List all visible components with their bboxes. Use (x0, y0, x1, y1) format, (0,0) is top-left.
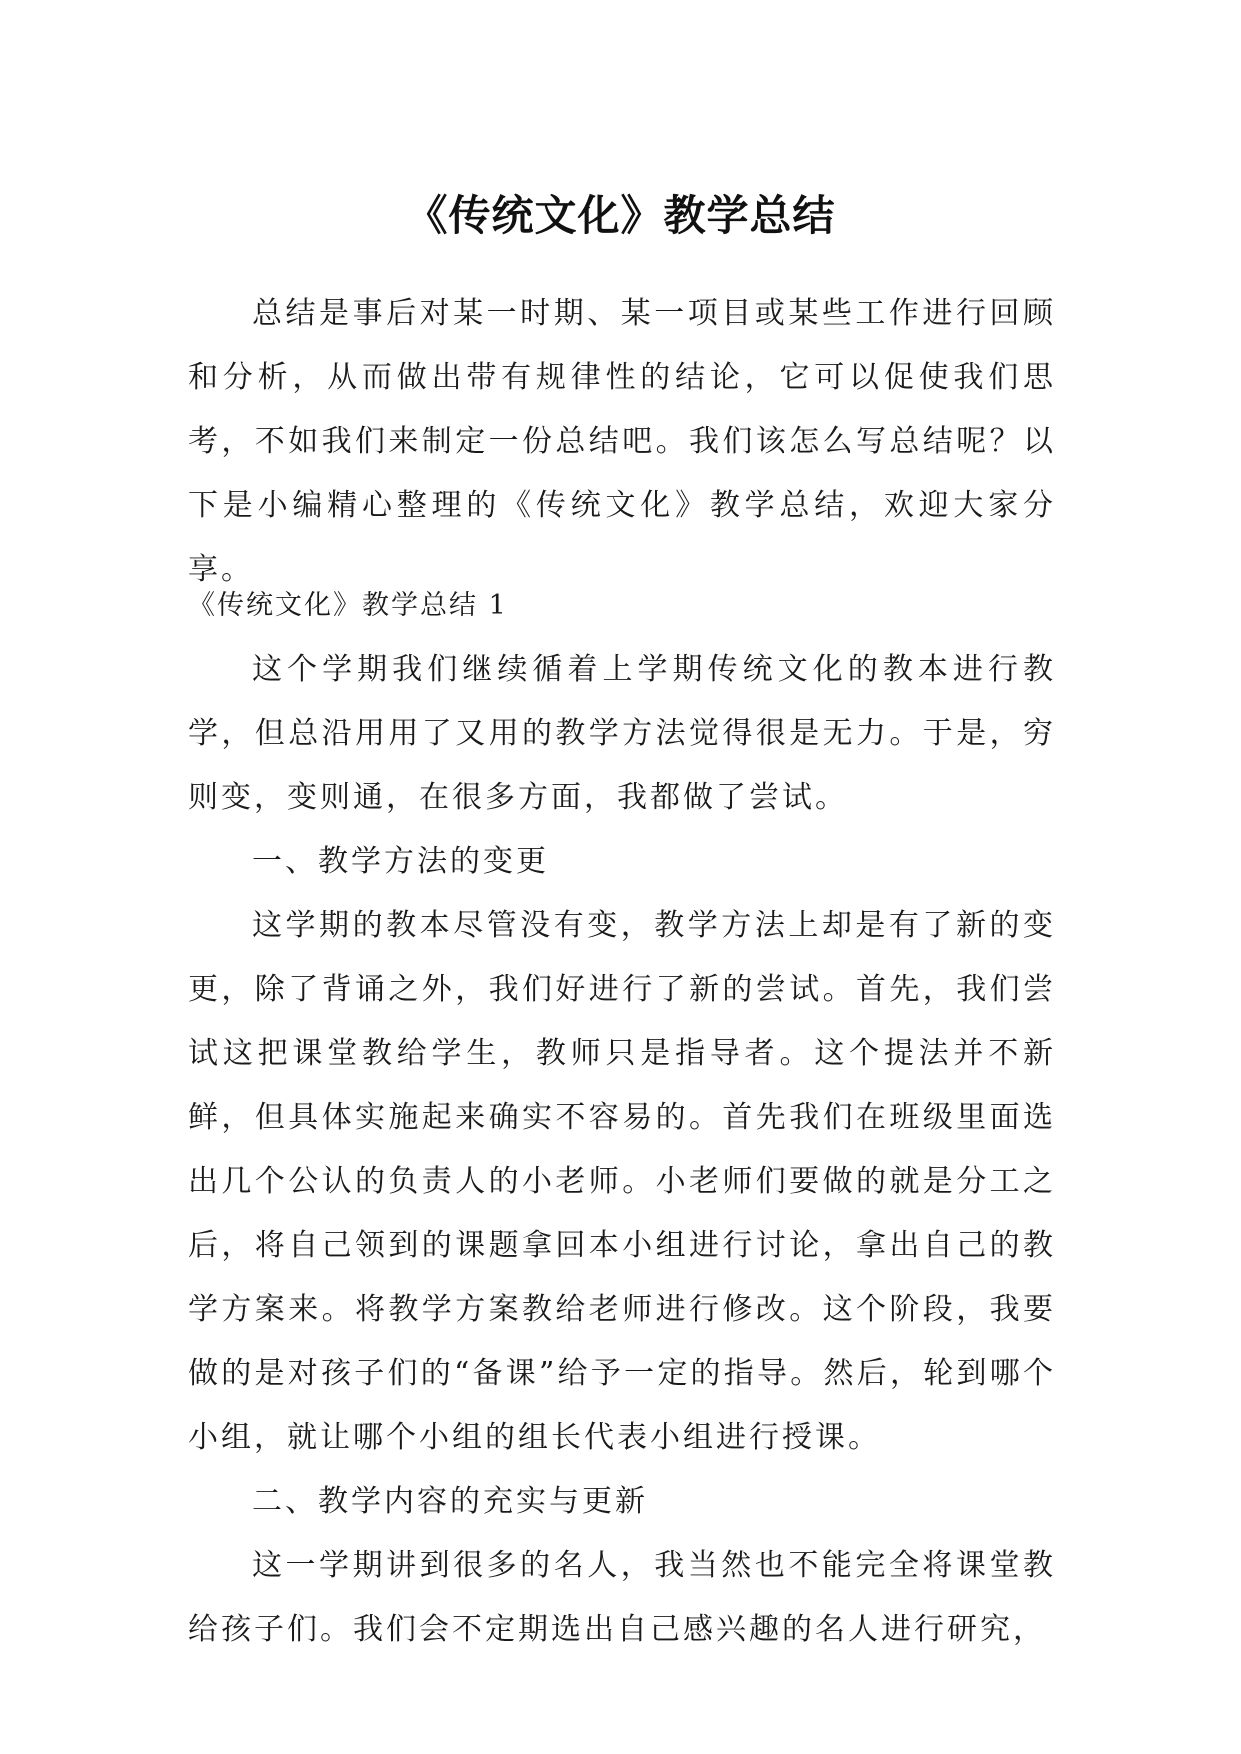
intro-paragraph: 总结是事后对某一时期、某一项目或某些工作进行回顾和分析，从而做出带有规律性的结论，它可以促使我们思考，不如我们来制定一份总结吧。我们该怎么写总结呢？以下是小编精心整理的《传统文化》教学总结，欢迎大家分享。 (188, 296, 1056, 587)
intro-block (188, 282, 1056, 602)
paragraph-3: 这一学期讲到很多的名人，我当然也不能完全将课堂教给孩子们。我们会不定期选出自己感兴趣的名人进行研究， (188, 1548, 1056, 1647)
subheading-teaching-method: 一、教学方法的变更 (252, 844, 549, 879)
section-block (188, 574, 1056, 1662)
subheading-teaching-content: 二、教学内容的充实与更新 (252, 1484, 648, 1519)
section-title: 《传统文化》教学总结 1 (188, 590, 508, 621)
paragraph-2: 这学期的教本尽管没有变，教学方法上却是有了新的变更，除了背诵之外，我们好进行了新的尝试。首先，我们尝试这把课堂教给学生，教师只是指导者。这个提法并不新鲜，但具体实施起来确实不容易的。首先我们在班级里面选出几个公认的负责人的小老师。小老师们要做的就是分工之后，将自己领到的课题拿回本小组进行讨论，拿出自己的教学方案来。将教学方案教给老师进行修改。这个阶段，我要做的是对孩子们的“备课”给予一定的指导。然后，轮到哪个小组，就让哪个小组的组长代表小组进行授课。 (188, 908, 1056, 1455)
document-title: 《传统文化》教学总结 (405, 191, 836, 241)
paragraph-1: 这个学期我们继续循着上学期传统文化的教本进行教学，但总沿用用了又用的教学方法觉得很是无力。于是，穷则变，变则通，在很多方面，我都做了尝试。 (188, 652, 1056, 815)
